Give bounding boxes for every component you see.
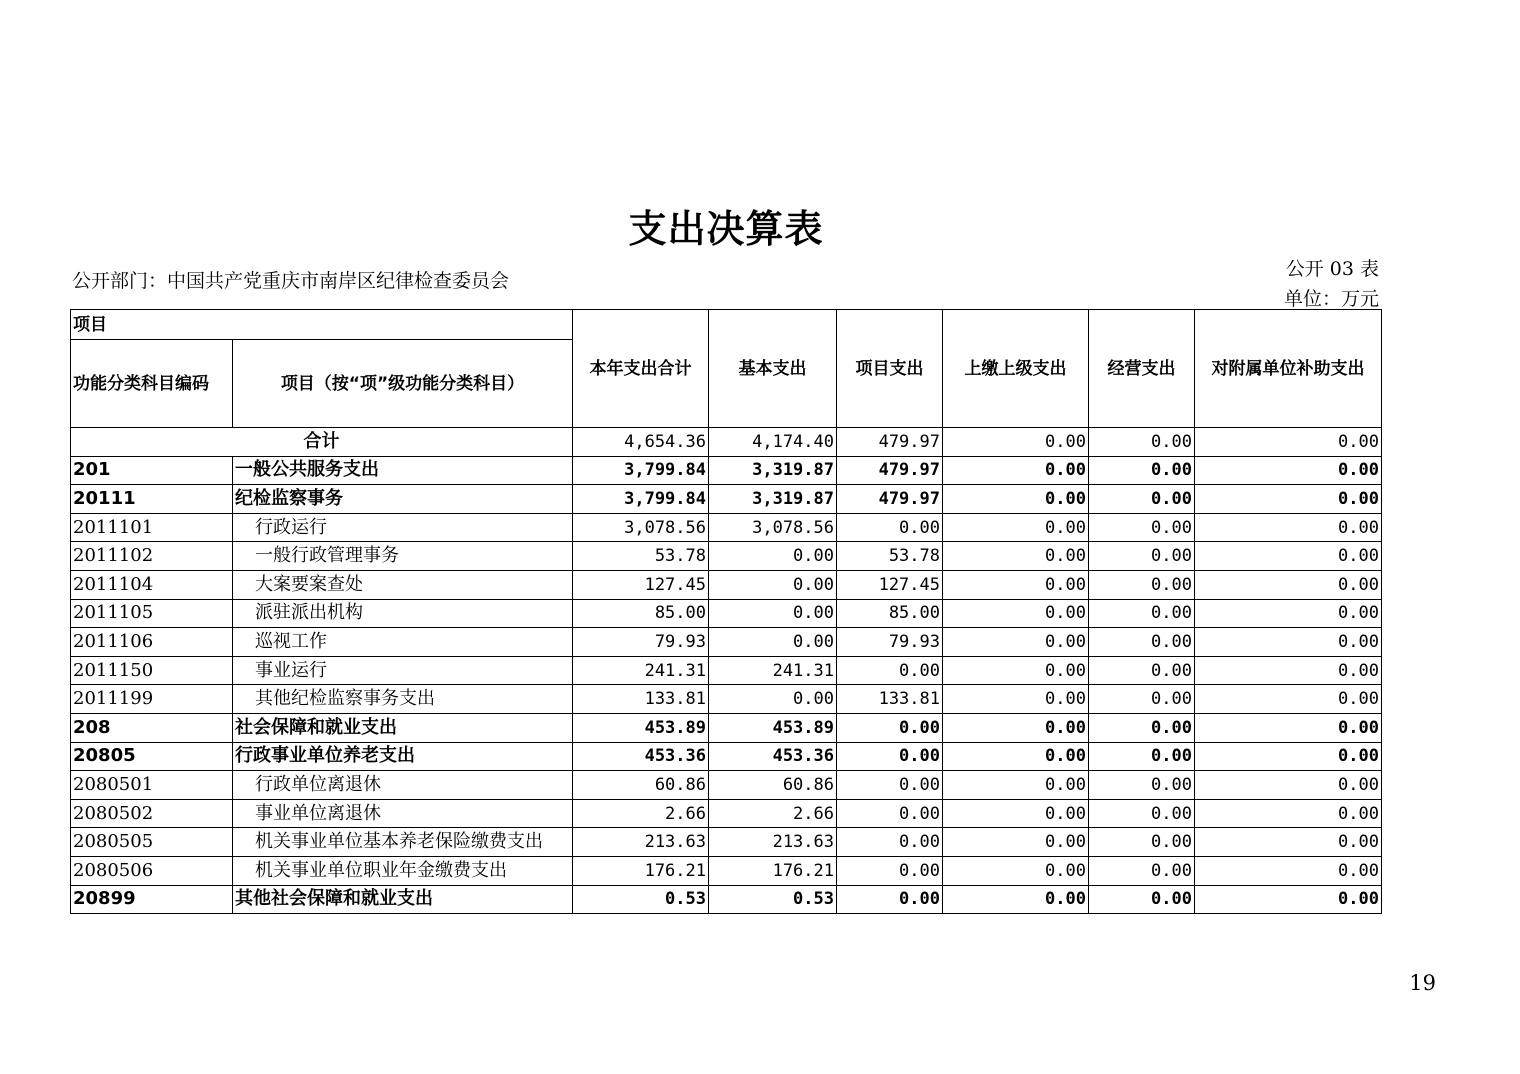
row-value: 176.21 <box>709 856 837 885</box>
row-code: 20899 <box>71 885 233 914</box>
row-value: 453.89 <box>573 713 709 742</box>
row-value: 0.00 <box>1195 570 1382 599</box>
row-value: 85.00 <box>837 599 943 628</box>
table-body <box>71 428 1382 914</box>
row-value: 0.00 <box>1195 856 1382 885</box>
page-number: 19 <box>1409 971 1436 995</box>
row-value: 0.53 <box>573 885 709 914</box>
row-value: 0.00 <box>837 656 943 685</box>
row-name: 一般行政管理事务 <box>233 542 573 571</box>
row-value: 127.45 <box>573 570 709 599</box>
department-label: 公开部门：中国共产党重庆市南岸区纪律检查委员会 <box>72 270 510 292</box>
row-value: 0.00 <box>837 771 943 800</box>
row-value: 0.00 <box>837 856 943 885</box>
row-value: 0.00 <box>1089 456 1195 485</box>
row-value: 127.45 <box>837 570 943 599</box>
row-value: 213.63 <box>573 828 709 857</box>
row-name: 事业运行 <box>233 656 573 685</box>
row-name: 一般公共服务支出 <box>233 456 573 485</box>
row-value: 0.53 <box>709 885 837 914</box>
row-value: 0.00 <box>1195 542 1382 571</box>
row-code: 201 <box>71 456 233 485</box>
row-value: 3,799.84 <box>573 485 709 514</box>
total-cell: 0.00 <box>1195 428 1382 457</box>
form-number: 公开 03 表 <box>1285 258 1379 280</box>
row-value: 0.00 <box>1089 656 1195 685</box>
row-code: 2011150 <box>71 656 233 685</box>
row-value: 0.00 <box>1195 456 1382 485</box>
row-name: 社会保障和就业支出 <box>233 713 573 742</box>
row-value: 0.00 <box>709 542 837 571</box>
row-value: 0.00 <box>1089 570 1195 599</box>
row-value: 85.00 <box>573 599 709 628</box>
row-value: 0.00 <box>1195 599 1382 628</box>
row-value: 453.89 <box>709 713 837 742</box>
table-row <box>71 856 1382 885</box>
header-total: 本年支出合计 <box>573 310 709 428</box>
row-value: 479.97 <box>837 485 943 514</box>
row-name: 行政事业单位养老支出 <box>233 742 573 771</box>
table-row <box>71 885 1382 914</box>
row-value: 0.00 <box>943 513 1089 542</box>
row-value: 0.00 <box>837 828 943 857</box>
row-value: 2.66 <box>573 799 709 828</box>
row-code: 2080502 <box>71 799 233 828</box>
row-value: 0.00 <box>1195 656 1382 685</box>
total-cell: 0.00 <box>943 428 1089 457</box>
row-code: 2080506 <box>71 856 233 885</box>
expenditure-table <box>70 309 1382 914</box>
row-value: 133.81 <box>837 685 943 714</box>
row-value: 0.00 <box>837 742 943 771</box>
table-row <box>71 656 1382 685</box>
row-value: 0.00 <box>943 456 1089 485</box>
row-value: 3,078.56 <box>709 513 837 542</box>
table-row <box>71 799 1382 828</box>
table-row <box>71 828 1382 857</box>
total-cell: 4,174.40 <box>709 428 837 457</box>
row-value: 0.00 <box>943 656 1089 685</box>
row-value: 0.00 <box>943 599 1089 628</box>
row-value: 0.00 <box>943 713 1089 742</box>
row-name: 派驻派出机构 <box>233 599 573 628</box>
row-value: 0.00 <box>1195 828 1382 857</box>
row-value: 0.00 <box>943 685 1089 714</box>
total-cell: 479.97 <box>837 428 943 457</box>
row-value: 0.00 <box>943 542 1089 571</box>
row-value: 0.00 <box>1089 485 1195 514</box>
row-value: 0.00 <box>709 599 837 628</box>
row-name: 行政单位离退休 <box>233 771 573 800</box>
row-value: 0.00 <box>1195 885 1382 914</box>
header-code: 功能分类科目编码 <box>71 340 233 428</box>
row-code: 2011102 <box>71 542 233 571</box>
row-value: 453.36 <box>709 742 837 771</box>
table-row <box>71 713 1382 742</box>
header-subsidy: 对附属单位补助支出 <box>1195 310 1382 428</box>
total-cell: 0.00 <box>1089 428 1195 457</box>
row-value: 0.00 <box>1195 742 1382 771</box>
row-value: 0.00 <box>837 885 943 914</box>
header-basic: 基本支出 <box>709 310 837 428</box>
table-row <box>71 685 1382 714</box>
row-value: 0.00 <box>1089 685 1195 714</box>
row-name: 巡视工作 <box>233 628 573 657</box>
row-value: 0.00 <box>837 513 943 542</box>
row-value: 0.00 <box>1089 628 1195 657</box>
row-value: 0.00 <box>837 799 943 828</box>
row-value: 0.00 <box>1195 513 1382 542</box>
table-row <box>71 485 1382 514</box>
total-row <box>71 428 1382 457</box>
header-item: 项目 <box>71 310 573 340</box>
total-cell: 4,654.36 <box>573 428 709 457</box>
row-value: 213.63 <box>709 828 837 857</box>
header-upper: 上缴上级支出 <box>943 310 1089 428</box>
row-value: 2.66 <box>709 799 837 828</box>
row-value: 0.00 <box>943 885 1089 914</box>
row-value: 0.00 <box>1089 799 1195 828</box>
row-code: 2080501 <box>71 771 233 800</box>
row-value: 0.00 <box>943 628 1089 657</box>
row-value: 0.00 <box>1089 599 1195 628</box>
row-name: 其他纪检监察事务支出 <box>233 685 573 714</box>
table-row <box>71 742 1382 771</box>
row-value: 3,799.84 <box>573 456 709 485</box>
table-row <box>71 628 1382 657</box>
table-row <box>71 599 1382 628</box>
row-value: 0.00 <box>1195 485 1382 514</box>
table-row <box>71 513 1382 542</box>
row-value: 0.00 <box>1195 685 1382 714</box>
row-name: 机关事业单位基本养老保险缴费支出 <box>233 828 573 857</box>
header-project: 项目支出 <box>837 310 943 428</box>
row-value: 0.00 <box>1089 885 1195 914</box>
row-code: 2080505 <box>71 828 233 857</box>
row-name: 事业单位离退休 <box>233 799 573 828</box>
row-value: 0.00 <box>943 799 1089 828</box>
row-value: 53.78 <box>573 542 709 571</box>
row-value: 0.00 <box>1089 742 1195 771</box>
row-value: 0.00 <box>943 856 1089 885</box>
row-value: 0.00 <box>837 713 943 742</box>
row-value: 3,319.87 <box>709 485 837 514</box>
table-row <box>71 456 1382 485</box>
row-value: 0.00 <box>1089 771 1195 800</box>
row-code: 2011105 <box>71 599 233 628</box>
table-row <box>71 542 1382 571</box>
row-name: 大案要案查处 <box>233 570 573 599</box>
row-name: 行政运行 <box>233 513 573 542</box>
unit-label: 单位：万元 <box>1283 288 1379 310</box>
row-name: 纪检监察事务 <box>233 485 573 514</box>
row-value: 0.00 <box>1089 713 1195 742</box>
row-value: 0.00 <box>943 828 1089 857</box>
page-title: 支出决算表 <box>628 207 824 251</box>
row-value: 0.00 <box>943 485 1089 514</box>
row-code: 2011199 <box>71 685 233 714</box>
row-value: 241.31 <box>573 656 709 685</box>
total-label: 合计 <box>71 428 573 457</box>
row-value: 0.00 <box>943 570 1089 599</box>
row-value: 3,078.56 <box>573 513 709 542</box>
row-value: 60.86 <box>709 771 837 800</box>
row-value: 0.00 <box>1089 856 1195 885</box>
row-value: 79.93 <box>837 628 943 657</box>
row-name: 机关事业单位职业年金缴费支出 <box>233 856 573 885</box>
row-code: 2011101 <box>71 513 233 542</box>
row-value: 0.00 <box>709 628 837 657</box>
row-value: 60.86 <box>573 771 709 800</box>
row-code: 208 <box>71 713 233 742</box>
header-name: 项目（按“项”级功能分类科目） <box>233 340 573 428</box>
row-code: 2011104 <box>71 570 233 599</box>
row-value: 0.00 <box>1089 542 1195 571</box>
table-row <box>71 771 1382 800</box>
row-code: 20805 <box>71 742 233 771</box>
row-value: 0.00 <box>709 685 837 714</box>
row-value: 0.00 <box>943 771 1089 800</box>
table-row <box>71 570 1382 599</box>
row-value: 53.78 <box>837 542 943 571</box>
row-name: 其他社会保障和就业支出 <box>233 885 573 914</box>
row-code: 2011106 <box>71 628 233 657</box>
row-value: 0.00 <box>709 570 837 599</box>
row-value: 79.93 <box>573 628 709 657</box>
row-value: 0.00 <box>1195 771 1382 800</box>
row-value: 453.36 <box>573 742 709 771</box>
row-value: 0.00 <box>943 742 1089 771</box>
row-value: 3,319.87 <box>709 456 837 485</box>
row-value: 0.00 <box>1089 513 1195 542</box>
row-value: 479.97 <box>837 456 943 485</box>
row-value: 0.00 <box>1195 799 1382 828</box>
row-value: 241.31 <box>709 656 837 685</box>
row-value: 133.81 <box>573 685 709 714</box>
row-value: 176.21 <box>573 856 709 885</box>
row-value: 0.00 <box>1089 828 1195 857</box>
row-code: 20111 <box>71 485 233 514</box>
header-business: 经营支出 <box>1089 310 1195 428</box>
row-value: 0.00 <box>1195 713 1382 742</box>
row-value: 0.00 <box>1195 628 1382 657</box>
